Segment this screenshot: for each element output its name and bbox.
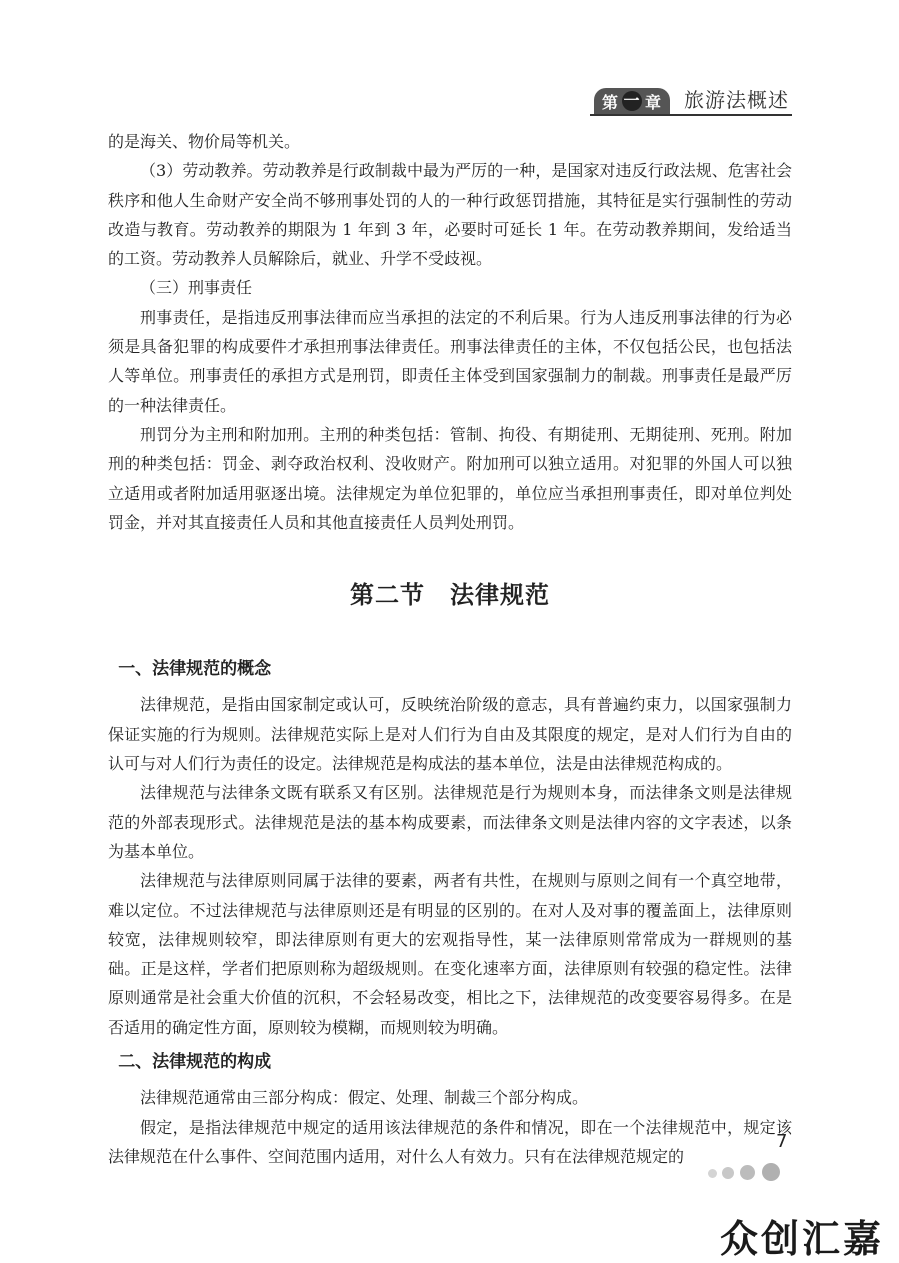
chapter-number: 一	[623, 91, 641, 110]
heading-composition: 二、法律规范的构成	[118, 1052, 272, 1073]
heading-concept: 一、法律规范的概念	[118, 659, 272, 680]
dot-4	[762, 1163, 780, 1181]
section-title: 第二节 法律规范	[350, 581, 550, 610]
running-header	[590, 84, 792, 116]
paragraph-concept-2: 法律规范与法律条文既有联系又有区别。法律规范是行为规则本身，而法律条文则是法律规范的外部表现形式。法律规范是法的基本构成要素，而法律条文则是法律内容的文字表述，以条为基本单位。	[108, 783, 792, 861]
paragraph-labor-education: （3）劳动教养。劳动教养是行政制裁中最为严厉的一种，是国家对违反行政法规、危害社会秩序和他人生命财产安全尚不够刑事处罚的人的一种行政惩罚措施，其特征是实行强制性的劳动改造与教育。劳动教养的期限为 1 年到 3 年，必要时可延长 1 年。在劳动教养期间，发给适当的工资。劳动教养人员解除后，就业、升学不受歧视。	[108, 161, 792, 269]
page-body	[108, 127, 792, 1171]
paragraph-criminal-liability: 刑事责任，是指违反刑事法律而应当承担的法定的不利后果。行为人违反刑事法律的行为必须是具备犯罪的构成要件才承担刑事法律责任。刑事法律责任的主体，不仅包括公民，也包括法人等单位。刑事责任的承担方式是刑罚，即责任主体受到国家强制力的制裁。刑事责任是最严厉的一种法律责任。	[108, 307, 792, 415]
dot-1	[708, 1169, 717, 1178]
chapter-title: 旅游法概述	[684, 88, 789, 112]
paragraph-concept-3: 法律规范与法律原则同属于法律的要素，两者有共性，在规则与原则之间有一个真空地带，难以定位。不过法律规范与法律原则还是有明显的区别的。在对人及对事的覆盖面上，法律原则较宽，法律规则较窄，即法律原则有更大的宏观指导性，某一法律原则常常成为一群规则的基础。正是这样，学者们把原则称为超级规则。在变化速率方面，法律原则有较强的稳定性。法律原则通常是社会重大价值的沉积，不会轻易改变，相比之下，法律规范的改变要容易得多。在是否适用的确定性方面，原则较为模糊，而规则较为明确。	[108, 871, 792, 1037]
paragraph-continuation: 的是海关、物价局等机关。	[108, 132, 301, 151]
watermark: 众创汇嘉	[720, 1217, 885, 1261]
paragraph-concept-1: 法律规范，是指由国家制定或认可，反映统治阶级的意志，具有普遍约束力，以国家强制力保证实施的行为规则。法律规范实际上是对人们行为自由及其限度的规定，是对人们行为自由的认可与对人们行为责任的设定。法律规范是构成法的基本单位，法是由法律规范构成的。	[108, 695, 792, 774]
page-number: 7	[776, 1131, 788, 1152]
decorative-dots	[706, 1162, 796, 1182]
dot-2	[722, 1167, 734, 1179]
paragraph-composition-2: 假定，是指法律规范中规定的适用该法律规范的条件和情况，即在一个法律规范中，规定该法律规范在什么事件、空间范围内适用，对什么人有效力。只有在法律规范规定的	[108, 1117, 792, 1166]
subheading-criminal-liability: （三）刑事责任	[140, 278, 253, 298]
chapter-suffix: 章	[645, 92, 663, 112]
dot-3	[740, 1165, 755, 1180]
chapter-prefix: 第	[601, 92, 619, 112]
chapter-badge	[594, 88, 670, 114]
paragraph-composition-1: 法律规范通常由三部分构成：假定、处理、制裁三个部分构成。	[140, 1088, 589, 1108]
paragraph-penalties: 刑罚分为主刑和附加刑。主刑的种类包括：管制、拘役、有期徒刑、无期徒刑、死刑。附加刑的种类包括：罚金、剥夺政治权利、没收财产。附加刑可以独立适用。对犯罪的外国人可以独立适用或者附加适用驱逐出境。法律规定为单位犯罪的，单位应当承担刑事责任，即对单位判处罚金，并对其直接责任人员和其他直接责任人员判处刑罚。	[108, 424, 792, 532]
